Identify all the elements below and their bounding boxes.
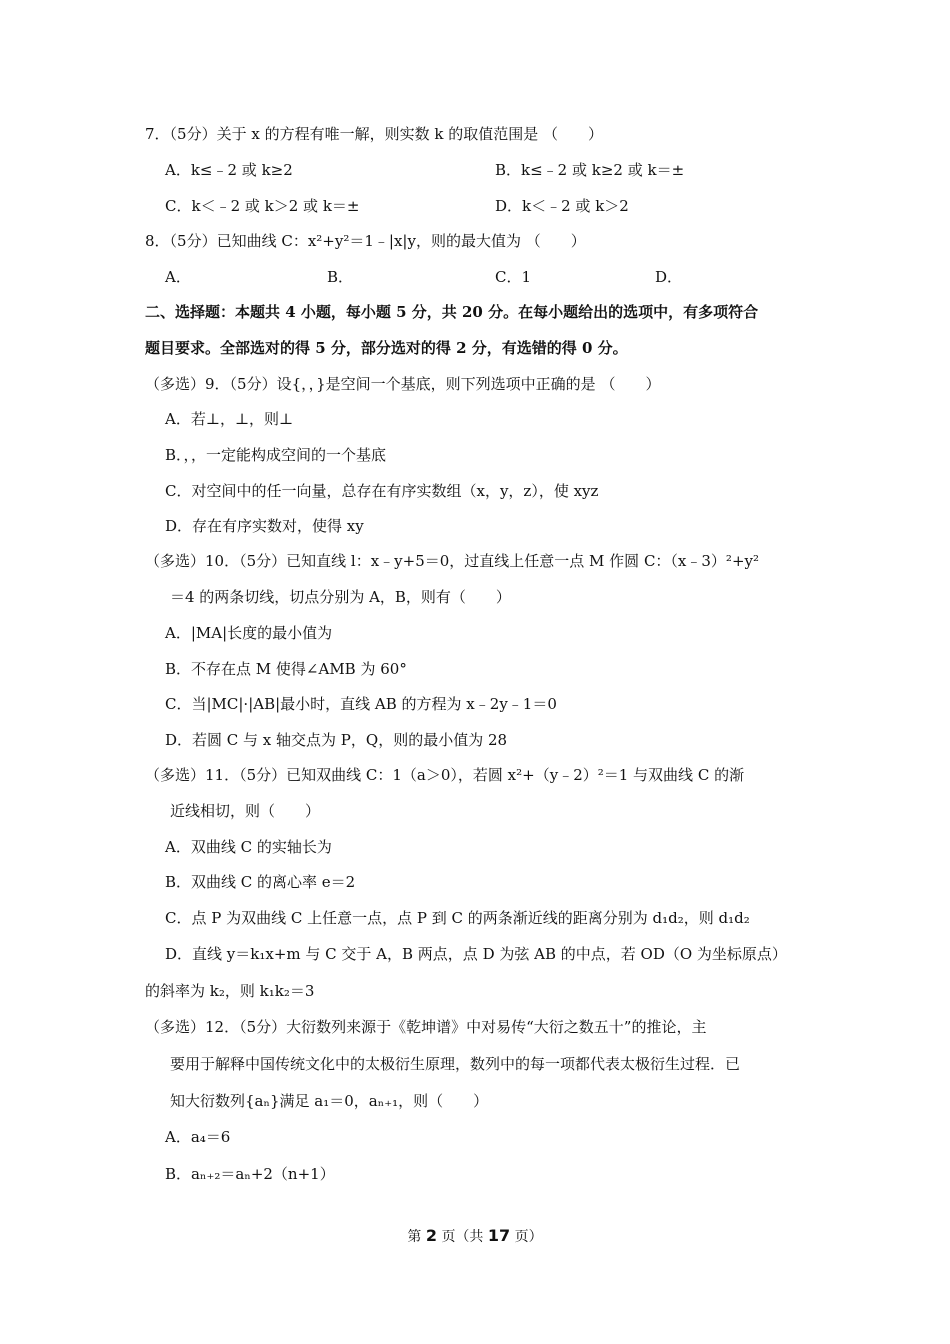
q9-stem: （多选）9．（5分）设{，，}是空间一个基底，则下列选项中正确的是 （ ） — [145, 375, 661, 393]
q10-option-c: C．当|MC|·|AB|最小时，直线 AB 的方程为 x﹣2y﹣1＝0 — [165, 695, 557, 713]
q7-option-b: B．k≤﹣2 或 k≥2 或 k＝± — [495, 161, 685, 179]
q9-option-b: B．，，一定能构成空间的一个基底 — [165, 446, 387, 464]
q10-stem-line-1: （多选）10．（5分）已知直线 l：x﹣y+5＝0，过直线上任意一点 M 作圆 C：（x﹣3）²+y² — [145, 552, 759, 570]
q9-option-d: D．存在有序实数对，使得 xy — [165, 517, 364, 535]
q7-option-d: D．k＜﹣2 或 k＞2 — [495, 197, 629, 215]
q11-option-d-line-1: D．直线 y＝k₁x+m 与 C 交于 A，B 两点，点 D 为弦 AB 的中点，若 OD（O 为坐标原点） — [165, 945, 787, 963]
footer-middle: 页（共 — [441, 1229, 484, 1245]
q11-option-c: C．点 P 为双曲线 C 上任意一点，点 P 到 C 的两条渐近线的距离分别为 d₁d₂，则 d₁d₂ — [165, 909, 750, 927]
q10-option-b: B．不存在点 M 使得∠AMB 为 60° — [165, 660, 407, 678]
q7-option-c: C．k＜﹣2 或 k＞2 或 k＝± — [165, 197, 360, 215]
q10-option-a: A．|MA|长度的最小值为 — [165, 624, 333, 642]
footer-suffix: 页） — [514, 1229, 543, 1245]
q12-option-b: B．aₙ₊₂＝aₙ+2（n+1） — [165, 1165, 335, 1183]
q8-option-a: A． — [165, 268, 191, 286]
q7-option-a: A．k≤﹣2 或 k≥2 — [165, 161, 293, 179]
q8-stem: 8．（5分）已知曲线 C：x²+y²＝1﹣|x|y，则的最大值为 （ ） — [145, 232, 586, 250]
q11-option-a: A．双曲线 C 的实轴长为 — [165, 838, 332, 856]
q11-stem-line-1: （多选）11．（5分）已知双曲线 C：1（a＞0），若圆 x²+（y﹣2）²＝1 与双曲线 C 的渐 — [145, 766, 745, 784]
section-2-line-2: 题目要求。全部选对的得 5 分，部分选对的得 2 分，有选错的得 0 分。 — [145, 339, 628, 357]
q11-stem-line-2: 近线相切，则（ ） — [170, 802, 321, 820]
q12-stem-line-3: 知大衍数列{aₙ}满足 a₁＝0，aₙ₊₁，则（ ） — [170, 1092, 489, 1110]
q10-option-d: D．若圆 C 与 x 轴交点为 P，Q，则的最小值为 28 — [165, 731, 508, 749]
q11-option-b: B．双曲线 C 的离心率 e＝2 — [165, 873, 356, 891]
footer-total-pages: 17 — [487, 1226, 511, 1245]
q12-stem-line-1: （多选）12．（5分）大衍数列来源于《乾坤谱》中对易传“大衍之数五十”的推论，主 — [145, 1018, 707, 1036]
footer-page-number: 2 — [425, 1226, 437, 1245]
footer-prefix: 第 — [407, 1229, 422, 1245]
q11-option-d-line-2: 的斜率为 k₂，则 k₁k₂＝3 — [145, 982, 315, 1000]
q7-stem: 7．（5分）关于 x 的方程有唯一解，则实数 k 的取值范围是 （ ） — [145, 125, 603, 143]
q8-option-d: D． — [655, 268, 683, 286]
q12-stem-line-2: 要用于解释中国传统文化中的太极衍生原理，数列中的每一项都代表太极衍生过程．已 — [170, 1055, 741, 1073]
page-footer — [0, 1226, 950, 1246]
q12-option-a: A．a₄＝6 — [165, 1128, 231, 1146]
q9-option-c: C．对空间中的任一向量，总存在有序实数组（x，y，z），使 xyz — [165, 482, 599, 500]
q10-stem-line-2: ＝4 的两条切线，切点分别为 A，B，则有（ ） — [170, 588, 511, 606]
q8-option-c: C．1 — [495, 268, 532, 286]
q9-option-a: A．若⊥，⊥，则⊥ — [165, 410, 294, 428]
q8-option-b: B． — [327, 268, 354, 286]
section-2-line-1: 二、选择题：本题共 4 小题，每小题 5 分，共 20 分。在每小题给出的选项中，有多项符合 — [145, 303, 759, 321]
